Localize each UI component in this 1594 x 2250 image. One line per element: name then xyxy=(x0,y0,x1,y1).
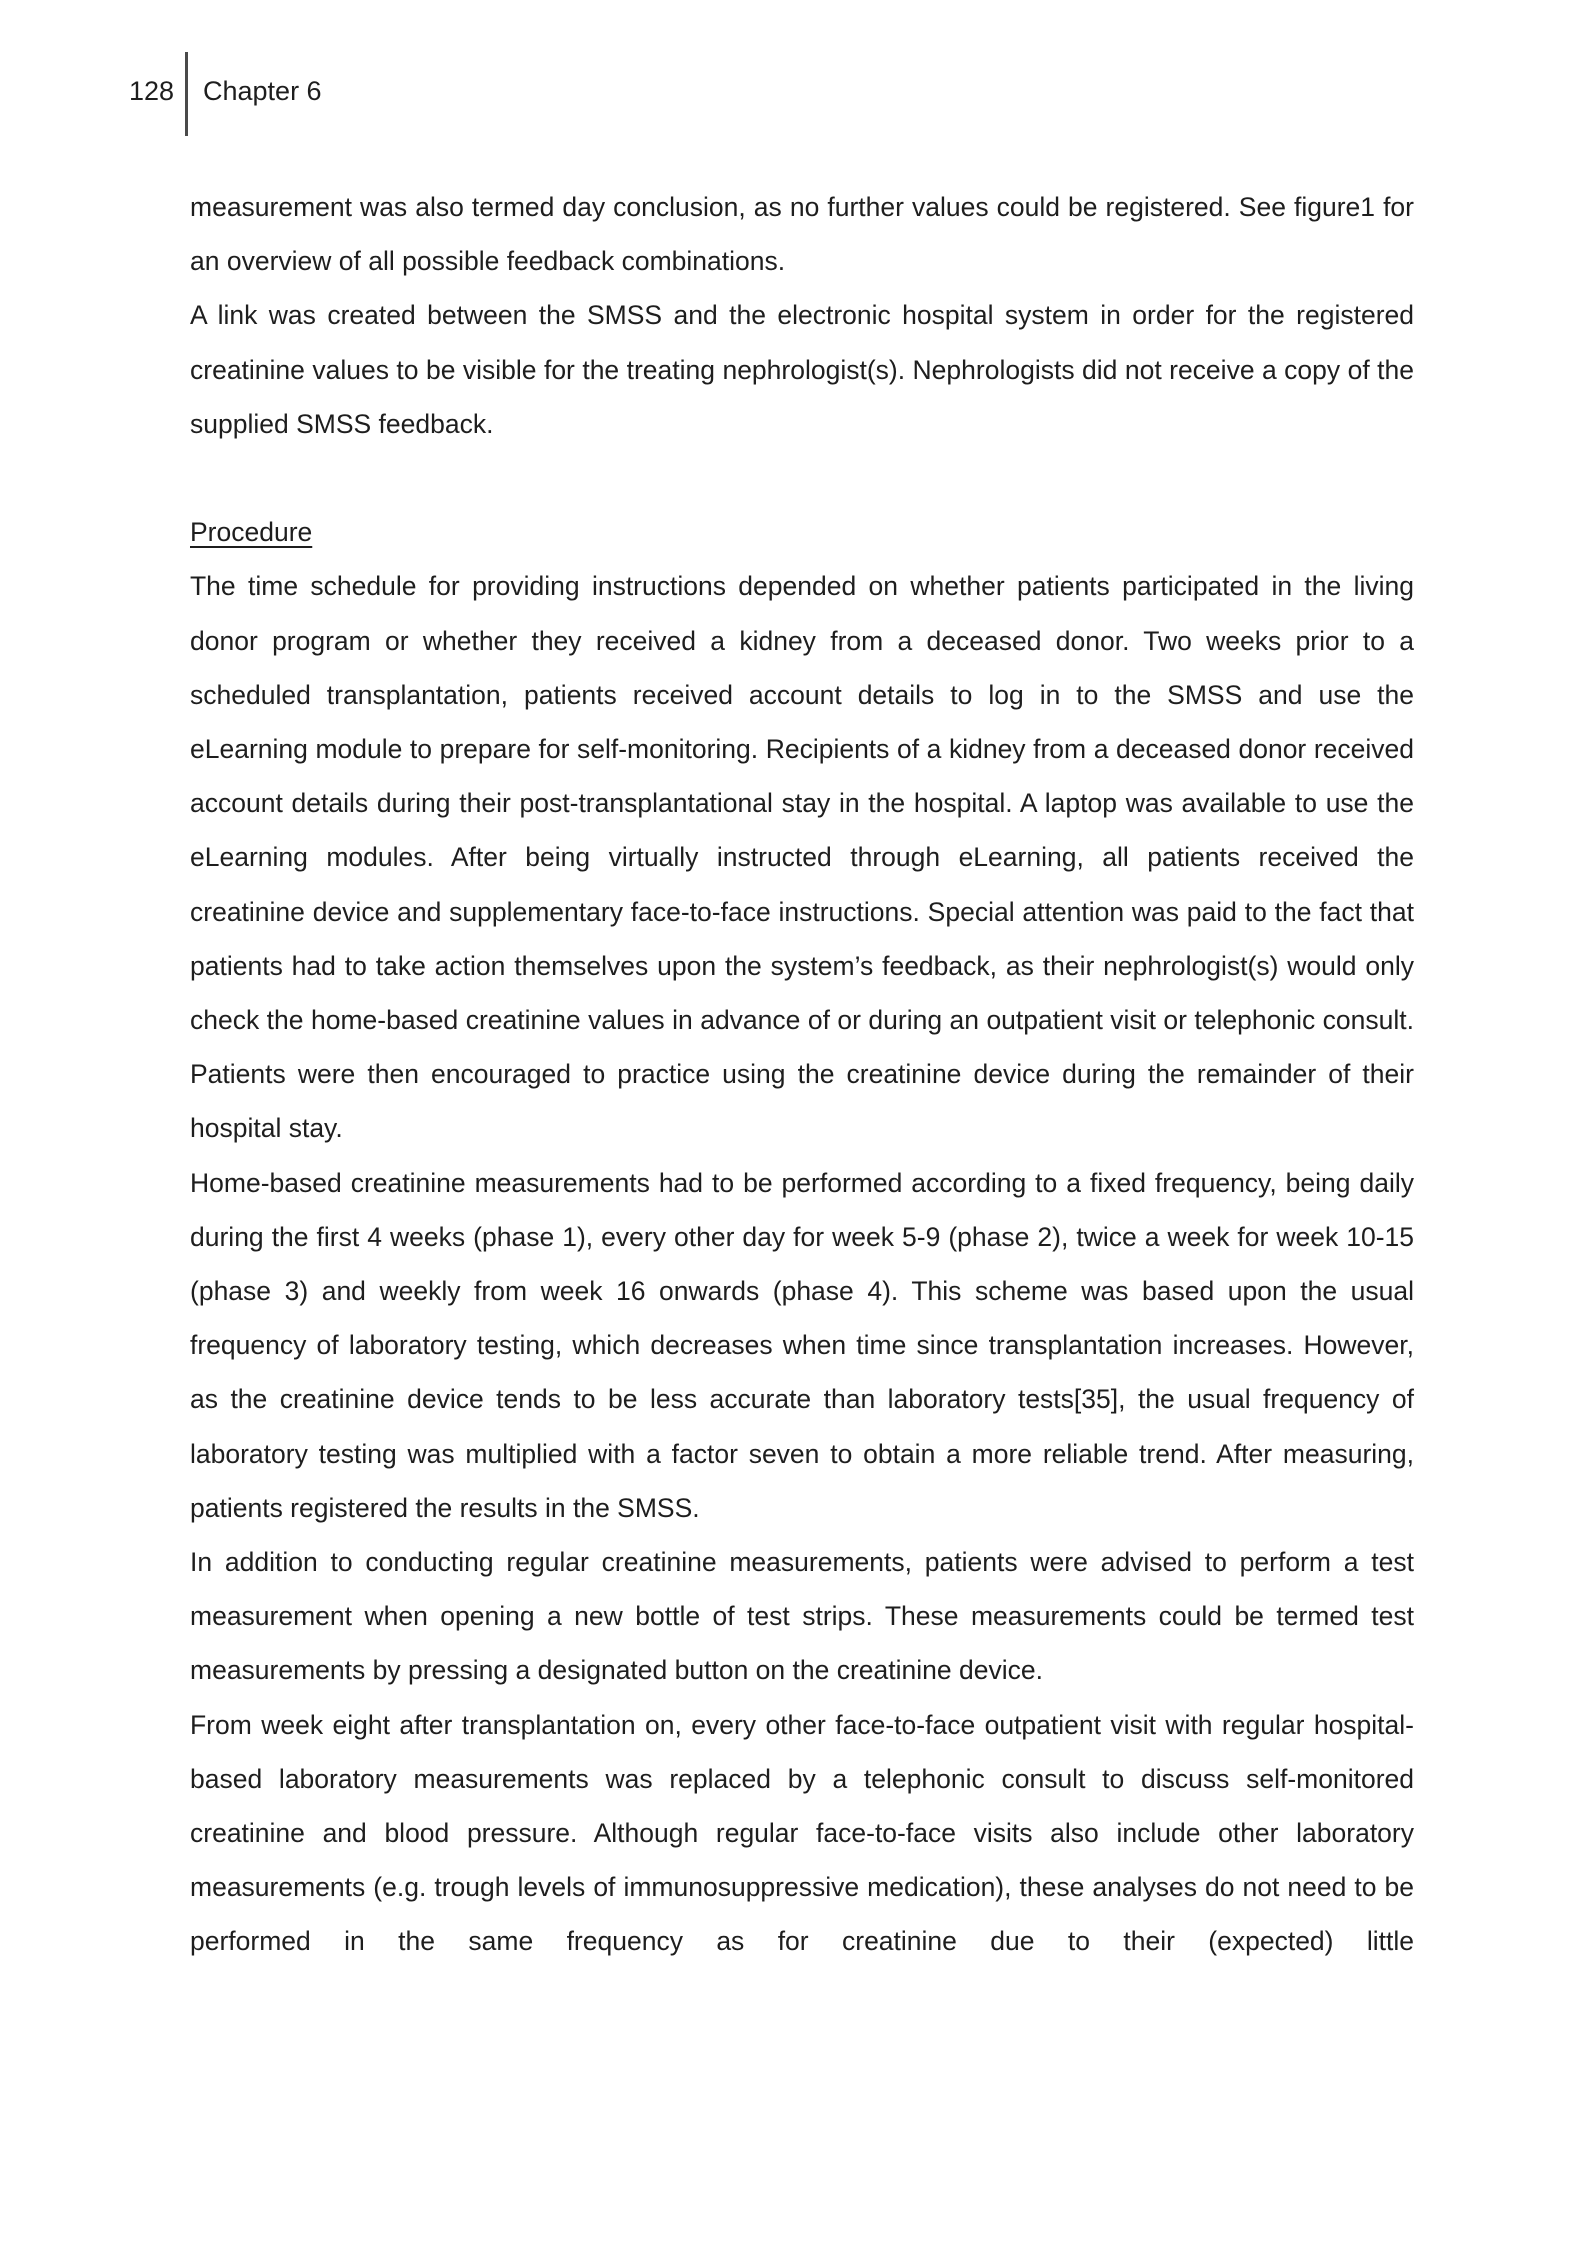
paragraph: From week eight after transplantation on, every other face-to-face outpatient visit with regular hospital-based laboratory measurements was replaced by a telephonic consult to discuss self-monitored creatinine and blood pressure. Although regular face-to-face visits also include other laboratory measurements (e.g. trough levels of immunosuppressive medication), these analyses do not need to be performed in the same frequency as for creatinine due to their (expected) little xyxy=(190,1709,1414,1957)
paragraph: measurement was also termed day conclusion, as no further values could be registered. See figure1 for an overview of all possible feedback combinations. xyxy=(190,192,1414,277)
chapter-title: Chapter 6 xyxy=(203,76,322,106)
section-heading xyxy=(190,505,1414,559)
body-text xyxy=(190,180,1414,1969)
paragraph-gap xyxy=(190,451,1414,505)
paragraph: A link was created between the SMSS and the electronic hospital system in order for the registered creatinine values to be visible for the treating nephrologist(s). Nephrologists did not receive a copy of the supplied SMSS feedback. xyxy=(190,300,1414,439)
paragraph: Home-based creatinine measurements had to be performed according to a fixed frequency, being daily during the first 4 weeks (phase 1), every other day for week 5-9 (phase 2), twice a week for week 10-15 (phase 3) and weekly from week 16 onwards (phase 4). This scheme was based upon the usual frequency of laboratory testing, which decreases when time since transplantation increases. However, as the creatinine device tends to be less accurate than laboratory tests[35], the usual frequency of laboratory testing was multiplied with a factor seven to obtain a more reliable trend. After measuring, patients registered the results in the SMSS. xyxy=(190,1167,1414,1523)
paragraph: The time schedule for providing instructions depended on whether patients participated in the living donor program or whether they received a kidney from a deceased donor. Two weeks prior to a scheduled transplantation, patients received account details to log in to the SMSS and use the eLearning module to prepare for self-monitoring. Recipients of a kidney from a deceased donor received account details during their post-transplantational stay in the hospital. A laptop was available to use the eLearning modules. After being virtually instructed through eLearning, all patients received the creatinine device and supplementary face-to-face instructions. Special attention was paid to the fact that patients had to take action themselves upon the system’s feedback, as their nephrologist(s) would only check the home-based creatinine values in advance of or during an outpatient visit or telephonic consult. Patients were then encouraged to practice using the creatinine device during the remainder of their hospital stay. xyxy=(190,571,1414,1144)
page-number: 128 xyxy=(128,76,174,106)
paragraph: In addition to conducting regular creatinine measurements, patients were advised to perform a test measurement when opening a new bottle of test strips. These measurements could be termed test measurements by pressing a designated button on the creatinine device. xyxy=(190,1547,1414,1686)
header-divider xyxy=(185,52,188,136)
section-heading-text: Procedure xyxy=(190,517,313,548)
